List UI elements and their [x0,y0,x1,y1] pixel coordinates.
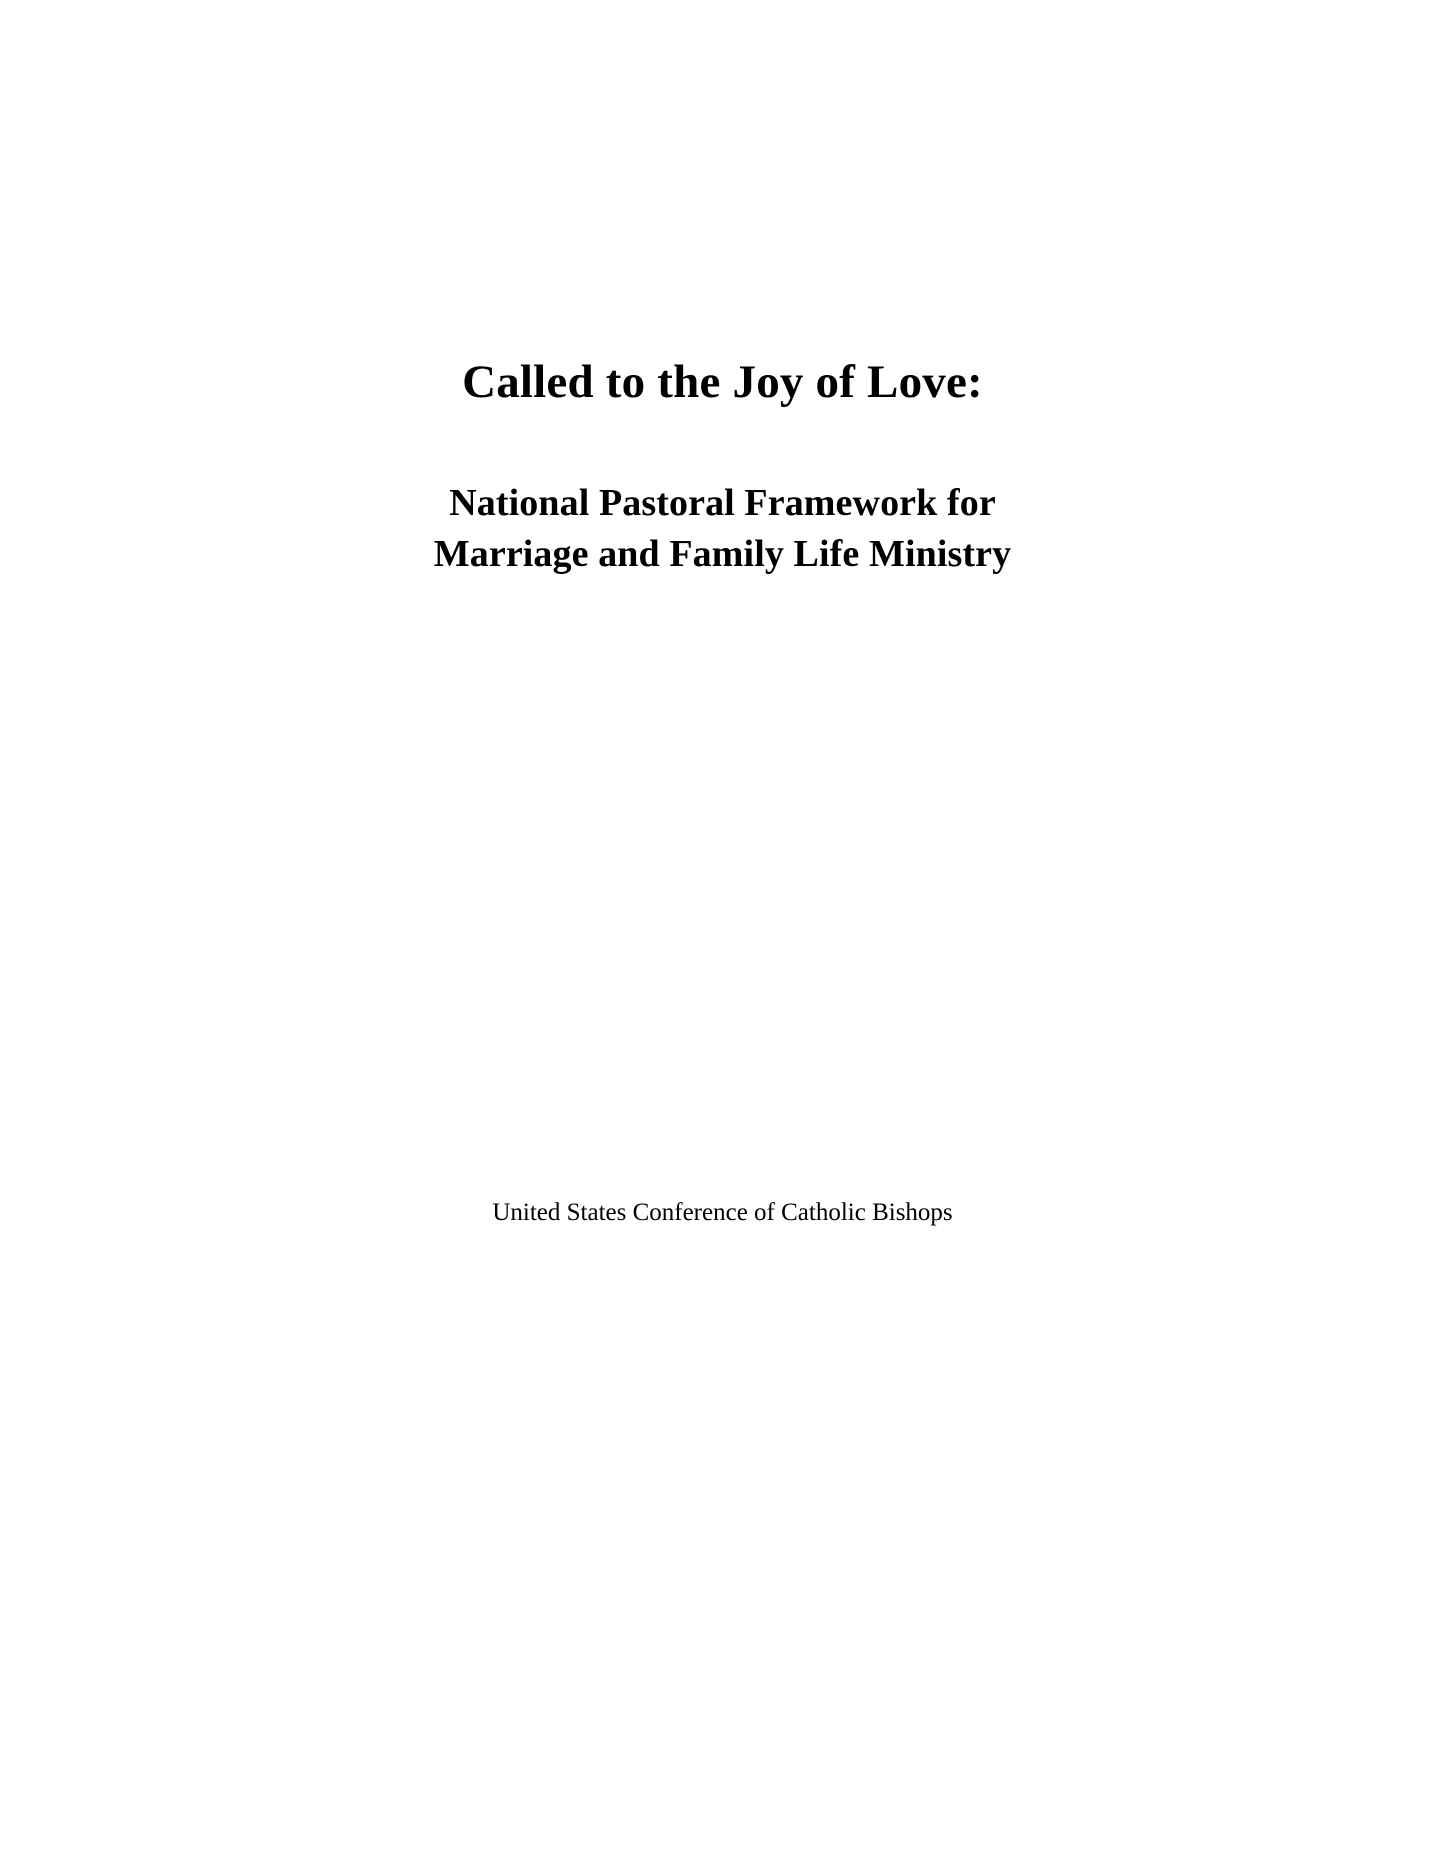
publisher-name: United States Conference of Catholic Bishops [492,1199,953,1226]
subtitle-block [0,478,1445,581]
title-block [0,355,1445,409]
page-title: Called to the Joy of Love: [462,356,983,408]
page-subtitle-line-1: National Pastoral Framework for [449,482,996,524]
page-subtitle-line-2: Marriage and Family Life Ministry [433,533,1012,576]
publisher-block [0,1197,1445,1230]
